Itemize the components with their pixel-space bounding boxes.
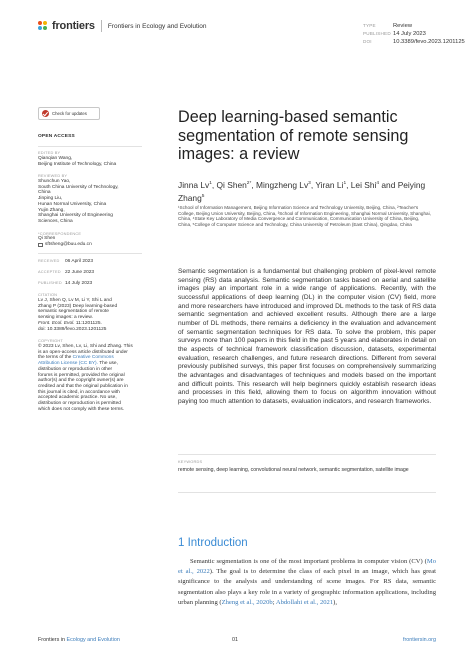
- reviewer-line: Shanghai University of Engineering: [38, 213, 113, 219]
- page-number: 01: [232, 637, 238, 643]
- footer-journal-link[interactable]: Ecology and Evolution: [66, 637, 120, 643]
- reference-link[interactable]: Mo et al., 2022: [178, 558, 436, 576]
- frontiers-logo-icon: [38, 21, 48, 31]
- editor-affiliation: Beijing Institute of Technology, China: [38, 161, 117, 167]
- author-affiliation-mark: 5: [201, 194, 205, 200]
- reviewer-line: Jinping Liu,: [38, 196, 63, 202]
- citation-journal: Front. Ecol. Evol.: [38, 320, 75, 326]
- section-heading-introduction: 1 Introduction: [178, 537, 248, 549]
- author-affiliation-mark: 4: [376, 181, 380, 186]
- divider: [178, 492, 436, 493]
- intro-text: ),: [333, 598, 337, 606]
- citation-volume: 11:1201125.: [75, 320, 102, 326]
- intro-text: Semantic segmentation is one of the most important problems in computer vision (CV) (: [190, 558, 427, 565]
- copyright-line: forums is permitted, provided the original: [38, 372, 125, 378]
- copyright-label: COPYRIGHT: [38, 338, 63, 344]
- author-affiliation-mark: 2*: [246, 181, 252, 186]
- intro-text: ;: [272, 598, 276, 606]
- accepted-date: 22 June 2023: [65, 269, 95, 275]
- introduction-paragraph: [178, 557, 436, 608]
- intro-text: ). The goal is to determine the class of each pixel in an image, which has great significance to the analysis and understanding of scene images. For RS data, semantic segmentation also plays a key role in a variety of geographic information applications, including urban planning (: [178, 568, 436, 606]
- accepted-label: ACCEPTED: [38, 268, 61, 274]
- author-name: Jinna Lv: [178, 179, 210, 190]
- author-affiliation-mark: 1: [209, 181, 212, 186]
- meta-type-label: TYPE: [363, 23, 376, 28]
- article-meta: [363, 22, 465, 46]
- meta-type-value: Review: [393, 23, 413, 29]
- mail-icon: [38, 243, 43, 247]
- copyright-line: credited and that the original publication in: [38, 383, 128, 389]
- footer-site-link[interactable]: frontiersin.org: [403, 637, 436, 643]
- correspondence-name: Qi Shen: [38, 236, 56, 242]
- copyright-line: © 2023 Lv, Shen, Lv, Li, Shi and Zhang. This: [38, 343, 133, 349]
- meta-published-label: PUBLISHED: [363, 31, 391, 36]
- author-name: Lei Shi: [350, 179, 377, 190]
- citation-line: Lv J, Shen Q, Lv M, Li Y, Shi L and: [38, 298, 112, 304]
- copyright-line: which does not comply with these terms.: [38, 406, 125, 412]
- author-name: Yiran Li: [315, 179, 344, 190]
- journal-name: Frontiers in Ecology and Evolution: [107, 22, 207, 30]
- divider: [178, 454, 436, 455]
- citation-line: semantic segmentation of remote: [38, 309, 109, 315]
- copyright-line: is an open-access article distributed under: [38, 349, 128, 355]
- checkmark-icon: [42, 110, 49, 117]
- citation-label: CITATION: [38, 292, 58, 298]
- citation-line: Zhang P (2023) Deep learning-based: [38, 303, 118, 309]
- citation-line: sensing images: a review.: [38, 315, 93, 321]
- date-published-row: [38, 276, 148, 287]
- received-label: RECEIVED: [38, 258, 60, 264]
- received-date: 06 April 2023: [65, 259, 94, 265]
- copyright-text: The use,: [98, 361, 118, 367]
- reference-link[interactable]: Abdollahi et al., 2021: [275, 598, 334, 606]
- published-label: PUBLISHED: [38, 279, 62, 285]
- reviewer-line: Yujin Zhang,: [38, 207, 65, 213]
- reviewer-line: Shunchun Yao,: [38, 179, 71, 185]
- reviewed-by-label: REVIEWED BY: [38, 173, 68, 179]
- copyright-text: the terms of the: [38, 355, 72, 361]
- correspondence-email-row: [38, 242, 148, 248]
- creative-commons-link[interactable]: Creative Commons: [72, 355, 114, 361]
- cc-by-license-link[interactable]: Attribution License (CC BY).: [38, 361, 98, 367]
- copyright-line: distribution or reproduction in other: [38, 366, 113, 372]
- copyright-line: this journal is cited, in accordance with: [38, 389, 120, 395]
- copyright-line: accepted academic practice. No use,: [38, 395, 117, 401]
- date-received-row: [38, 254, 148, 265]
- sidebar: [38, 134, 148, 412]
- correspondence-email[interactable]: sftsheng@buu.edu.cn: [45, 242, 92, 248]
- footer-journal-prefix: Frontiers in: [38, 637, 67, 643]
- date-accepted-row: [38, 265, 148, 276]
- author-affiliation-mark: 3: [308, 181, 311, 186]
- check-for-updates-button[interactable]: [38, 107, 100, 120]
- correspondence-label: *CORRESPONDENCE: [38, 230, 82, 236]
- footer-journal: [38, 637, 120, 643]
- keywords-label: KEYWORDS: [178, 459, 203, 464]
- edited-by-label: EDITED BY: [38, 150, 61, 156]
- copyright-line: author(s) and the copyright owner(s) are: [38, 378, 124, 384]
- reviewer-line: Hunan Normal University, China: [38, 201, 107, 207]
- keywords: remote sensing, deep learning, convolutional neural network, semantic segmentation, satellite image: [178, 467, 409, 473]
- divider: [38, 253, 142, 254]
- author-name: Qi Shen: [216, 179, 247, 190]
- open-access-label: OPEN ACCESS: [38, 134, 75, 139]
- author-affiliation-mark: 1: [343, 181, 347, 186]
- editor-name: Qianqian Wang,: [38, 155, 73, 161]
- divider: [38, 146, 142, 147]
- brand-header: [38, 20, 206, 32]
- affiliations: ¹School of Information Management, Beijing Information Science and Technology University, Beijing, China, ²Teacher's College, Beijing Union University, Beijing, China, ³School of Information Engineering, Shanghai Normal University, Shanghai, China, ⁴State Key Laboratory of Media Convergence and Communication, Communication University of China, Beijing, China, ⁵College of Computer Science and Technology, China University of Petroleum (East China), Qingdao, China: [178, 205, 431, 227]
- brand-name: frontiers: [52, 20, 95, 32]
- brand-divider: [101, 20, 102, 32]
- reference-link[interactable]: Zheng et al., 2020b: [221, 598, 273, 606]
- author-name: Mingzheng Lv: [256, 179, 309, 190]
- author-list: Jinna Lv$^1$, Qi Shen$^{2*}$, Mingzheng Lv$^3$, Yiran Li$^1$, Lei Shi$^4$ and Peiying Zhang$^5$: [178, 179, 426, 204]
- meta-doi-label: DOI: [363, 39, 372, 44]
- reviewer-line: China: [38, 190, 51, 196]
- check-for-updates-label: Check for updates: [52, 111, 87, 116]
- article-title: Deep learning-based semantic segmentation of remote sensing images: a review: [178, 108, 409, 164]
- author-name: Peiying Zhang: [178, 179, 426, 204]
- abstract: Semantic segmentation is a fundamental but challenging problem of pixel-level remote sensing (RS) data analysis. Semantic segmentation tasks based on aerial and satellite images play an important role in a wide range of applications. Recently, with the successful applications of deep learning (DL) in the computer vision (CV) field, more and more researchers have introduced and improved DL methods to the task of RS data semantic segmentation and achieved excellent results. Although there are a large number of DL methods, there remains a deficiency in the evaluation and advancement of semantic segmentation techniques for RS data. To solve the problem, this paper surveys more than 100 papers in this field in the past 5 years and elaborates in detail on the aspects of technical framework classification discussion, datasets, experimental evaluation, research challenges, and future research directions. Different from several previously published surveys, this paper first focuses on comprehensively summarizing the advantages and disadvantages of techniques and models based on the important and difficult points. This research will help beginners quickly establish research ideas and processes in this field, allowing them to focus on algorithm innovation without paying too much attention to datasets, evaluation indicators, and research frameworks.: [178, 268, 436, 405]
- meta-published-value: 14 July 2023: [393, 31, 426, 37]
- reviewer-line: Sciences, China: [38, 218, 73, 224]
- meta-doi-value: 10.3389/fevo.2023.1201125: [393, 39, 465, 45]
- citation-doi: doi: 10.3389/fevo.2023.1201125: [38, 326, 107, 332]
- copyright-line: distribution or reproduction is permitted: [38, 401, 121, 407]
- reviewer-line: South China University of Technology,: [38, 184, 119, 190]
- published-date: 14 July 2023: [65, 280, 93, 286]
